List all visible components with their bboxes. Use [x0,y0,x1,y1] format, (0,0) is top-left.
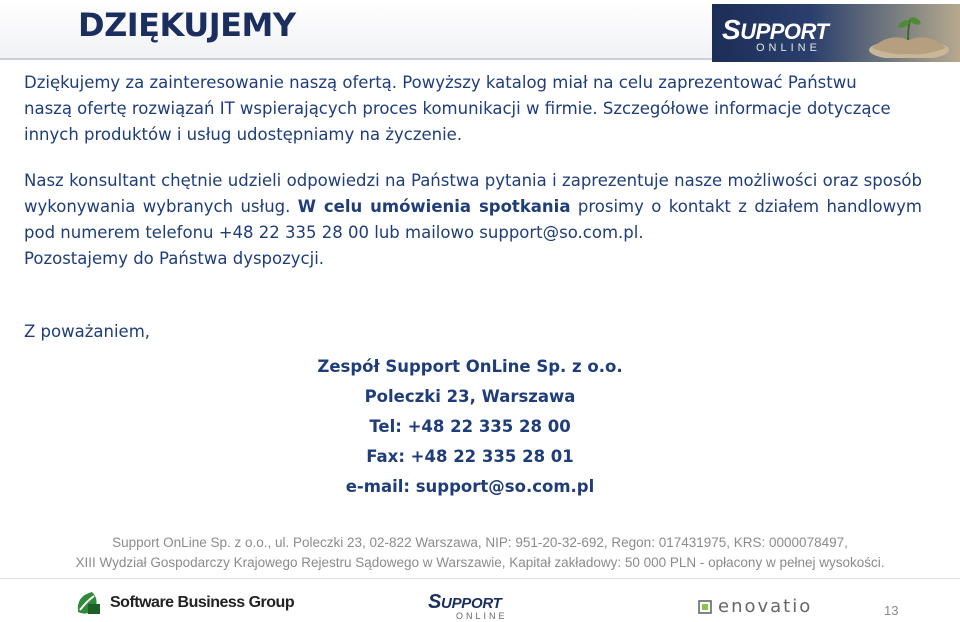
page-title: DZIĘKUJEMY [78,6,296,44]
footer-logo-subtitle: ONLINE [456,611,508,621]
signature-address: Poleczki 23, Warszawa [364,387,576,406]
legal-line-1: Support OnLine Sp. z o.o., ul. Poleczki 23, 02-822 Warszawa, NIP: 951-20-32-692, Regon: 017431975, KRS: 0000078497, [112,535,848,550]
legal-footer [0,533,960,573]
page-number: 13 [884,603,899,618]
main-content [24,70,922,272]
legal-line-2: XIII Wydział Gospodarczy Krajowego Rejestru Sądowego w Warszawie, Kapitał zakładowy: 50 000 PLN - opłacony w pełnej wysokości. [75,555,885,570]
signature-block [230,352,710,502]
software-business-group-logo [74,589,294,617]
intro-line-2: naszą ofertę rozwiązań IT wspierających proces komunikacji w firmie. Szczegółowe informacje dotyczące [24,99,891,118]
enovatio-name: enovatio [718,596,813,617]
intro-paragraph [24,70,922,148]
consultant-paragraph [24,168,922,246]
sbg-name: Software Business Group [110,594,295,611]
hands-seedling-icon [864,10,954,58]
banner-logo-subtitle: ONLINE [756,42,821,54]
consultant-text-start: Nasz konsultant chętnie udzieli odpowiedzi na Państwa pytania i zaprezentuje nasze możliwości oraz sposób wykonywania wybranych usług. [24,171,922,216]
sbg-leaf-icon [74,590,102,616]
support-online-footer-logo [428,591,508,621]
enovatio-logo [698,596,812,617]
title-underline [0,58,712,60]
intro-line-3: innych produktów i usług udostępniamy na życzenie. [24,125,463,144]
signature-email: e-mail: support@so.com.pl [345,477,595,496]
signature-fax: Fax: +48 22 335 28 01 [366,447,574,466]
closing-sentence: Pozostajemy do Państwa dyspozycji. [24,249,325,268]
consultant-text-end: prosimy o kontakt z działem handlowym pod numerem telefonu +48 22 335 28 00 lub mailowo support@so.com.pl. [24,197,922,242]
signature-company: Zespół Support OnLine Sp. z o.o. [317,357,623,376]
intro-line-1: Dziękujemy za zainteresowanie naszą ofertą. Powyższy katalog miał na celu zaprezentować Państwu [24,73,857,92]
meeting-highlight: W celu umówienia spotkania [297,197,571,216]
enovatio-square-icon [698,600,712,614]
banner-logo-wordmark: SUPPORT [722,14,829,45]
footer-logo-wordmark: SUPPORT [428,591,502,613]
support-online-banner-logo [712,4,960,62]
footer-divider [0,578,960,579]
signature-phone: Tel: +48 22 335 28 00 [369,417,571,436]
regards-text: Z poważaniem, [24,322,151,341]
